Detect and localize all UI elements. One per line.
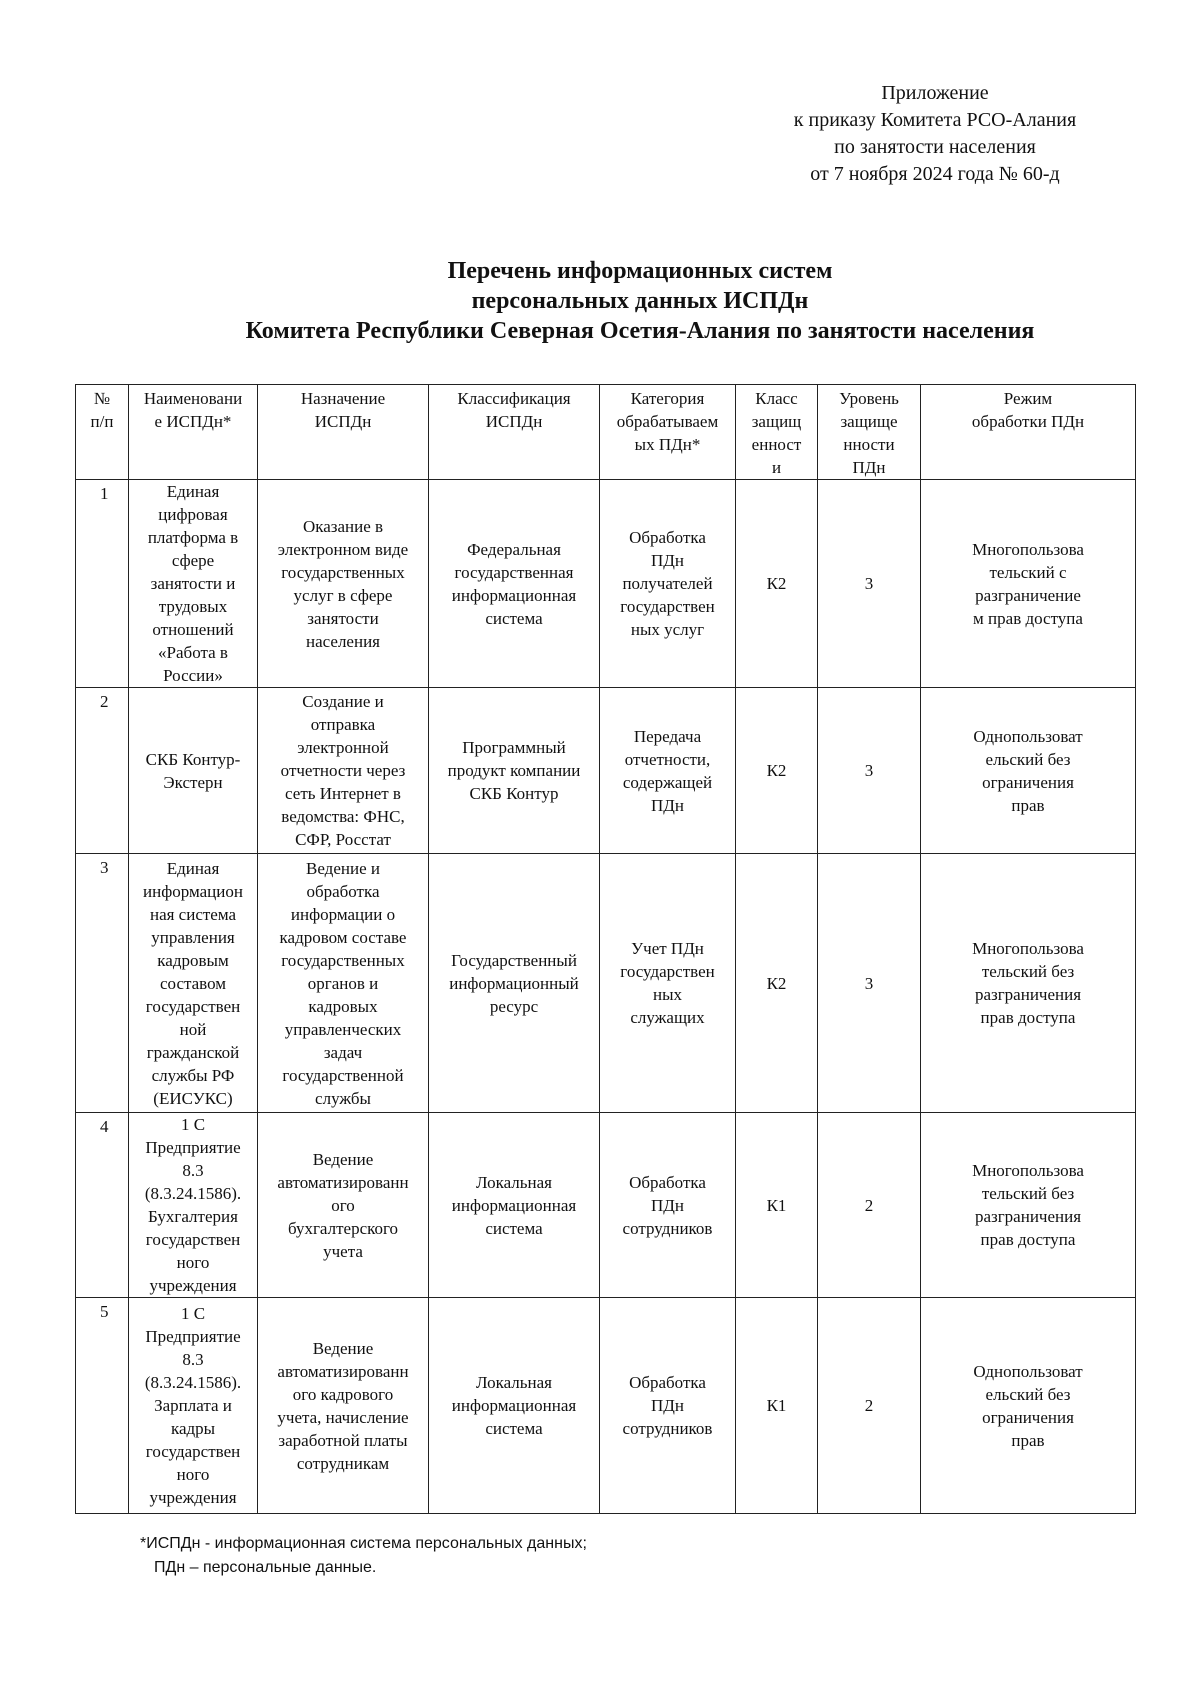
header-number: № п/п <box>76 385 129 480</box>
cell-classification: Локальная информационная система <box>429 1113 600 1298</box>
footnote-pdn: ПДн – персональные данные. <box>154 1559 377 1576</box>
cell-number: 1 <box>76 480 129 688</box>
title-line: Перечень информационных систем <box>447 258 833 284</box>
cell-protection-class: К2 <box>736 688 818 854</box>
appendix-line: Приложение <box>881 82 989 104</box>
cell-category: Обработка ПДн получателей государствен ных услуг <box>600 480 736 688</box>
cell-protection-class: К1 <box>736 1113 818 1298</box>
cell-name: 1 С Предприятие 8.3 (8.3.24.1586). Зарплата и кадры государствен ного учреждения <box>129 1298 258 1514</box>
cell-processing-mode: Многопользова тельский без разграничения прав доступа <box>921 854 1136 1113</box>
cell-category: Обработка ПДн сотрудников <box>600 1113 736 1298</box>
cell-protection-class: К1 <box>736 1298 818 1514</box>
cell-purpose: Ведение и обработка информации о кадровом составе государственных органов и кадровых управленческих задач государственной службы <box>258 854 429 1113</box>
cell-protection-class: К2 <box>736 854 818 1113</box>
title-line: Комитета Республики Северная Осетия-Алания по занятости населения <box>245 318 1035 344</box>
table-header-row <box>76 385 1136 480</box>
table-row <box>76 1113 1136 1298</box>
cell-protection-level: 3 <box>818 854 921 1113</box>
cell-number: 2 <box>76 688 129 854</box>
cell-name: СКБ Контур- Экстерн <box>129 688 258 854</box>
header-purpose: Назначение ИСПДн <box>258 385 429 480</box>
cell-protection-level: 3 <box>818 688 921 854</box>
cell-number: 4 <box>76 1113 129 1298</box>
cell-purpose: Ведение автоматизированн ого кадрового учета, начисление заработной платы сотрудникам <box>258 1298 429 1514</box>
header-classification: Классификация ИСПДн <box>429 385 600 480</box>
cell-classification: Федеральная государственная информационная система <box>429 480 600 688</box>
cell-purpose: Ведение автоматизированн ого бухгалтерского учета <box>258 1113 429 1298</box>
cell-protection-level: 2 <box>818 1113 921 1298</box>
cell-name: Единая цифровая платформа в сфере занятости и трудовых отношений «Работа в России» <box>129 480 258 688</box>
table-row <box>76 688 1136 854</box>
cell-classification: Локальная информационная система <box>429 1298 600 1514</box>
cell-protection-level: 3 <box>818 480 921 688</box>
cell-purpose: Создание и отправка электронной отчетности через сеть Интернет в ведомства: ФНС, СФР, Росстат <box>258 688 429 854</box>
header-name: Наименовани е ИСПДн* <box>129 385 258 480</box>
cell-name: Единая информацион ная система управления кадровым составом государствен ной гражданской службы РФ (ЕИСУКС) <box>129 854 258 1113</box>
appendix-line: от 7 ноября 2024 года № 60-д <box>810 163 1060 185</box>
table-row <box>76 1298 1136 1514</box>
cell-number: 3 <box>76 854 129 1113</box>
header-category: Категория обрабатываем ых ПДн* <box>600 385 736 480</box>
cell-category: Учет ПДн государствен ных служащих <box>600 854 736 1113</box>
ispdn-table <box>75 384 1136 1514</box>
cell-protection-level: 2 <box>818 1298 921 1514</box>
header-protection-level: Уровень защище нности ПДн <box>818 385 921 480</box>
cell-purpose: Оказание в электронном виде государственных услуг в сфере занятости населения <box>258 480 429 688</box>
cell-category: Обработка ПДн сотрудников <box>600 1298 736 1514</box>
table-row <box>76 854 1136 1113</box>
cell-processing-mode: Однопользоват ельский без ограничения прав <box>921 1298 1136 1514</box>
cell-processing-mode: Многопользова тельский без разграничения прав доступа <box>921 1113 1136 1298</box>
appendix-block <box>745 80 1125 188</box>
appendix-line: по занятости населения <box>834 136 1036 158</box>
cell-number: 5 <box>76 1298 129 1514</box>
footnotes <box>140 1532 587 1580</box>
cell-name: 1 С Предприятие 8.3 (8.3.24.1586). Бухгалтерия государствен ного учреждения <box>129 1113 258 1298</box>
table-row <box>76 480 1136 688</box>
cell-processing-mode: Однопользоват ельский без ограничения прав <box>921 688 1136 854</box>
cell-processing-mode: Многопользова тельский с разграничение м прав доступа <box>921 480 1136 688</box>
cell-classification: Программный продукт компании СКБ Контур <box>429 688 600 854</box>
header-protection-class: Класс защищ енност и <box>736 385 818 480</box>
cell-protection-class: К2 <box>736 480 818 688</box>
page-title <box>60 256 1200 346</box>
header-processing-mode: Режим обработки ПДн <box>921 385 1136 480</box>
cell-classification: Государственный информационный ресурс <box>429 854 600 1113</box>
appendix-line: к приказу Комитета РСО-Алания <box>793 109 1077 131</box>
cell-category: Передача отчетности, содержащей ПДн <box>600 688 736 854</box>
title-line: персональных данных ИСПДн <box>471 288 809 314</box>
footnote-ispdn: *ИСПДн - информационная система персональных данных; <box>140 1535 587 1552</box>
